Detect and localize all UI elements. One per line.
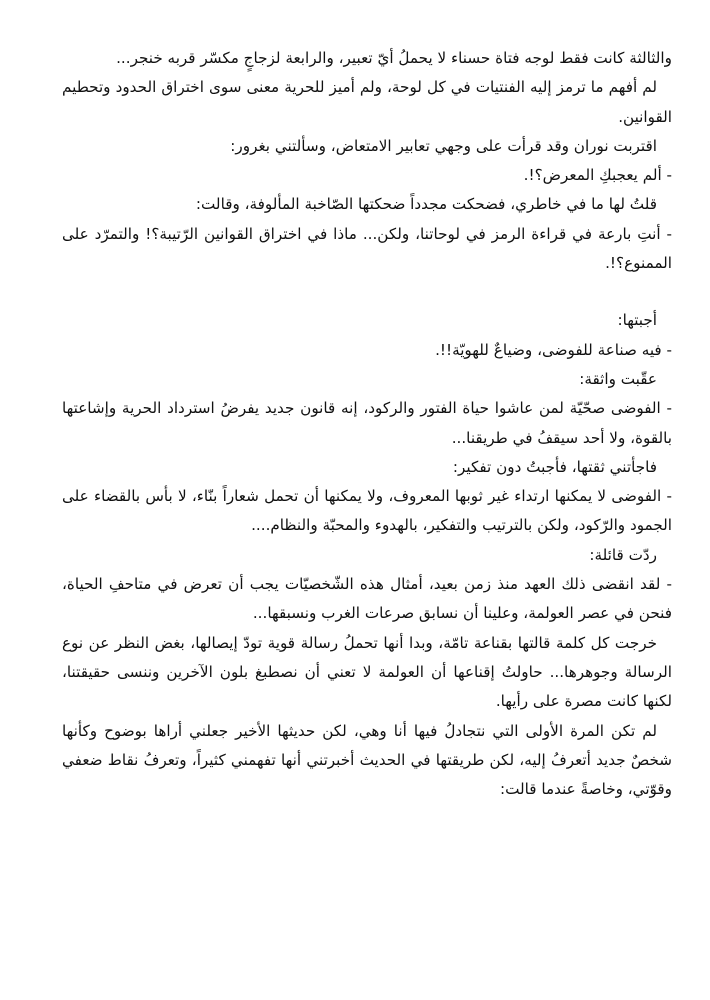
paragraph-4: قلتُ لها ما في خاطري، فضحكت مجدداً ضحكتها الصّاخبة المألوفة، وقالت:	[195, 195, 657, 214]
paragraph-3: اقتربت نوران وقد قرأت على وجهي تعابير الامتعاض، وسألتني بغرور:	[230, 136, 657, 155]
dialogue-line-4: - الفوضى صحّيّة لمن عاشوا حياة الفتور والركود، إنه قانون جديد يفرضُ استرداد الحرية وإشاعتها بالقوة، ولا أحد سيقفُ في طريقنا...	[62, 399, 672, 447]
dialogue-line-1: - ألم يعجبكِ المعرض؟!.	[523, 166, 672, 185]
paragraph-spacer	[62, 278, 672, 306]
dialogue-line-5: - الفوضى لا يمكنها ارتداء غير ثوبها المعروف، ولا يمكنها أن تحمل شعاراً بنّاء، لا بأس بالقضاء على الجمود والرّكود، ولكن بالترتيب والتفكير، بالهدوء والمحبّة والنظام....	[62, 487, 672, 535]
paragraph-10: لم تكن المرة الأولى التي نتجادلُ فيها أنا وهي، لكن حديثها الأخير جعلني أراها بوضوح وكأنها شخصٌ جديد أتعرفُ إليه، لكن طريقتها في الحديث أخبرتني أنها تفهمني كثيراً، وتعرفُ نقاط ضعفي وقوّتي، وخاصةً عندما قالت:	[62, 721, 672, 799]
dialogue-line-6: - لقد انقضى ذلك العهد منذ زمن بعيد، أمثال هذه الشّخصيّات يجب أن تعرض في متاحفِ الحياة، فنحن في عصر العولمة، وعلينا أن نسابق صرعات الغرب ونسبقها...	[62, 575, 672, 623]
dialogue-line-2: - أنتِ بارعة في قراءة الرمز في لوحاتنا، ولكن... ماذا في اختراق القوانين الرّتيبة؟! والتمرّد على الممنوع؟!.	[62, 224, 672, 273]
paragraph-7: فاجأتني ثقتها، فأجبتُ دون تفكير:	[452, 457, 657, 476]
dialogue-line-3: - فيه صناعة للفوضى، وضياعٌ للهويّة!!.	[435, 340, 672, 359]
paragraph-6: عقّبت واثقة:	[579, 369, 657, 388]
paragraph-8: ردّت قائلة:	[589, 545, 657, 564]
paragraph-5: أجبتها:	[617, 311, 657, 330]
paragraph-9: خرجت كل كلمة قالتها بقناعة تامّة، وبدا أنها تحملُ رسالة قوية تودّ إيصالها، بغض النظر عن نوع الرسالة وجوهرها... حاولتُ إقناعها أن العولمة لا تعني أن نصطبغ بلون الآخرين وننسى حقيقتنا، لكنها كانت مصرة على رأيها.	[62, 633, 672, 711]
paragraph-1: والثالثة كانت فقط لوجه فتاة حسناء لا يحملُ أيّ تعبير، والرابعة لزجاجٍ مكسّر قربه خنجر...	[116, 49, 672, 67]
document-page	[62, 44, 672, 804]
paragraph-2: لم أفهم ما ترمز إليه الفنتيات في كل لوحة، ولم أميز للحرية معنى سوى اختراق الحدود وتحطيم القوانين.	[62, 78, 672, 126]
